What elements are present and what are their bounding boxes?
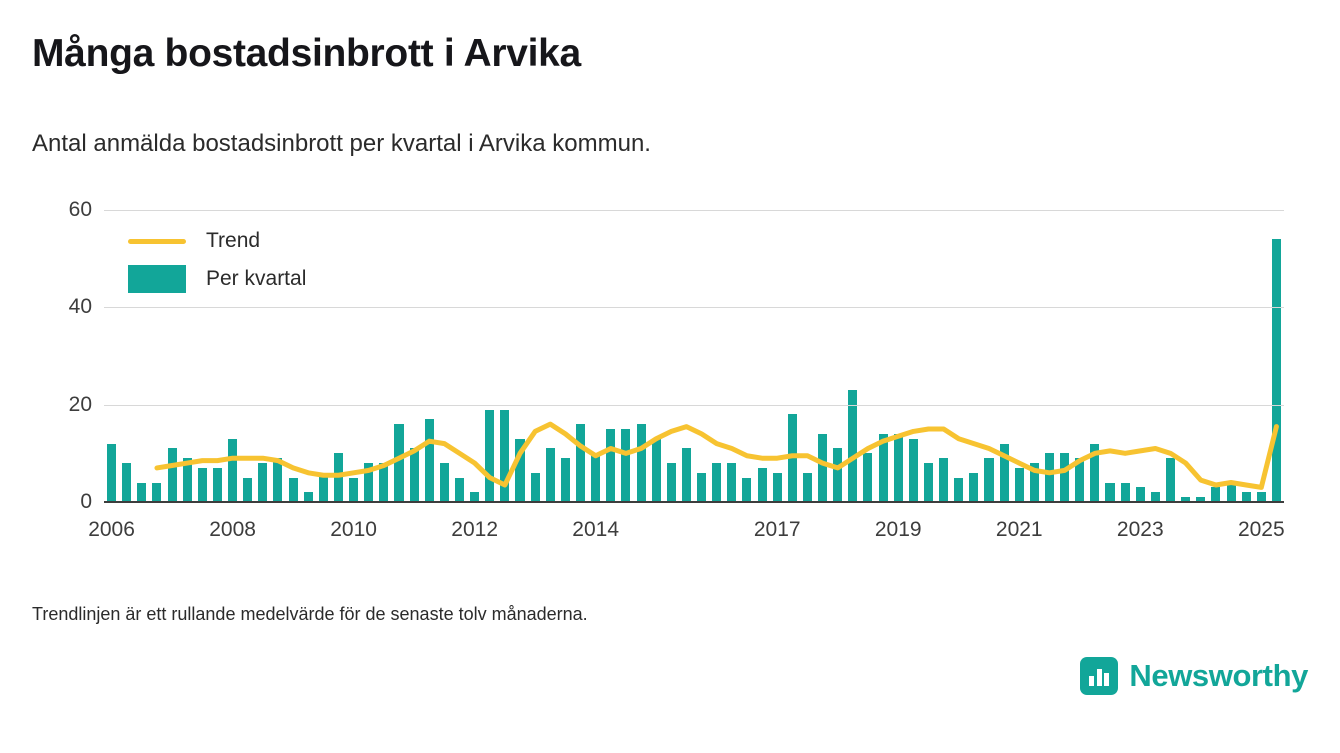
x-axis-tick-label: 2019 [874,518,922,541]
chart-footnote: Trendlinjen är ett rullande medelvärde för de senaste tolv månaderna. [32,604,588,624]
legend-label-quarterly: Per kvartal [206,267,307,290]
x-axis-tick-label: 2025 [1237,518,1285,541]
bar-chart-icon [1080,657,1118,695]
y-axis-tick-label: 0 [80,490,92,513]
newsworthy-logo [1080,657,1308,695]
legend-label-trend: Trend [206,229,261,252]
x-axis-tick-label: 2012 [451,518,498,541]
legend-line-swatch-icon [128,239,186,244]
x-axis-tick-label: 2010 [330,518,377,541]
legend-bar-swatch-icon [128,265,186,293]
y-axis-tick-label: 40 [68,295,92,319]
x-axis-tick-label: 2006 [88,518,135,541]
legend-item-trend [128,222,306,260]
trend-line [157,424,1276,487]
x-axis-tick-label: 2008 [209,518,256,541]
gridline [104,307,1284,308]
x-axis-tick-label: 2017 [753,518,801,541]
gridline [104,405,1284,406]
y-axis-tick-label: 60 [68,198,92,221]
page-subtitle: Antal anmälda bostadsinbrott per kvartal i Arvika kommun. [32,130,651,157]
gridline [104,210,1284,211]
y-axis-tick-label: 20 [68,392,92,416]
page-title: Många bostadsinbrott i Arvika [32,32,581,75]
chart-legend [128,222,306,298]
x-axis-line [104,501,1284,503]
x-axis-tick-label: 2021 [995,518,1043,541]
legend-item-quarterly [128,260,306,298]
brand-name: Newsworthy [1129,658,1308,693]
x-axis-tick-label: 2023 [1116,518,1164,541]
x-axis-tick-label: 2014 [572,518,620,541]
